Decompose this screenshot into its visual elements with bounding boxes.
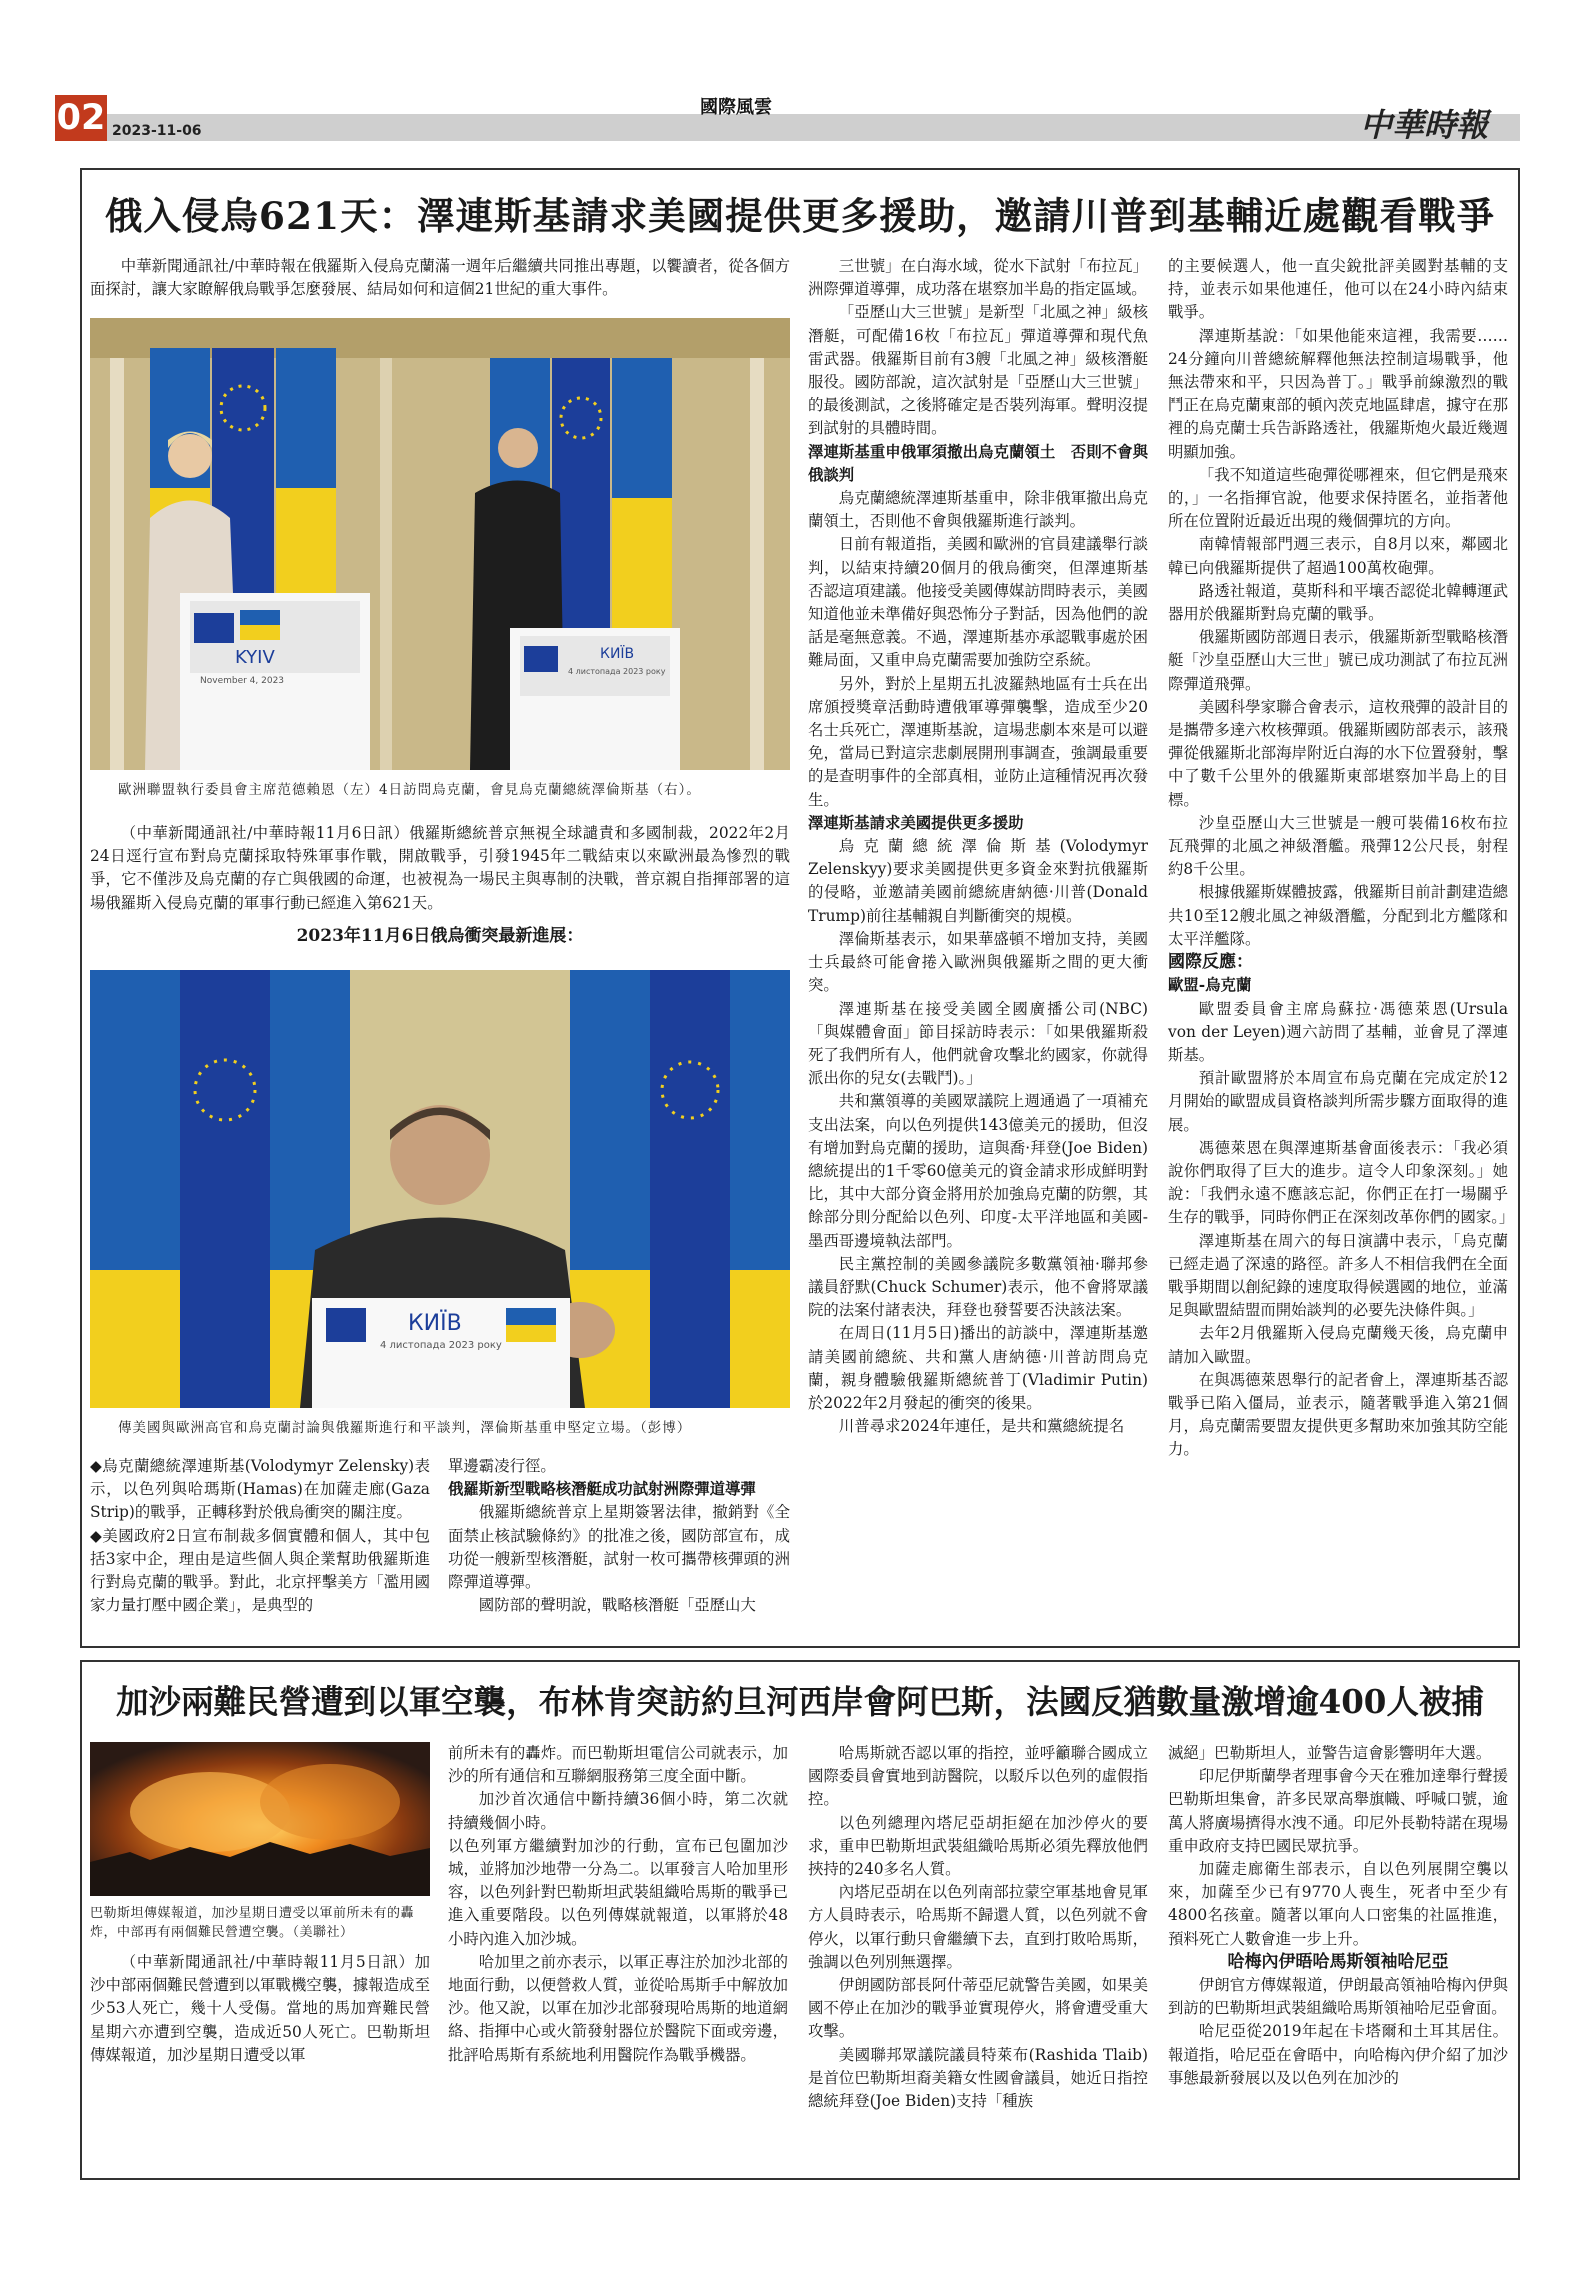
paragraph: （中華新聞通訊社/中華時報11月5日訊）加沙中部兩個難民營遭到以軍戰機空襲，據報造成至少53人死亡，幾十人受傷。當地的馬加齊難民營星期六亦遭到空襲，造成近50人死亡。巴勒斯坦傳媒報道，加沙星期日遭受以軍 (90, 1953, 430, 2064)
article-1-col-c (808, 255, 1148, 1438)
paragraph: 以色列軍方繼續對加沙的行動，宣布已包圍加沙城，並將加沙地帶一分為二。以軍發言人哈加里形容，以色列針對巴勒斯坦武裝組織哈馬斯的戰爭已進入重要階段。以色列傳媒就報道，以軍將於48小時內進入加沙城。 (448, 1836, 788, 1948)
paragraph: 歐盟委員會主席烏蘇拉·馮德萊恩(Ursula von der Leyen)週六訪問了基輔，並會見了澤連斯基。 (1168, 999, 1508, 1064)
paragraph: 俄羅斯總統普京上星期簽署法律，撤銷對《全面禁止核試驗條約》的批准之後，國防部宣布，成功從一艘新型核潛艇，試射一枚可攜帶核彈頭的洲際彈道導彈。 (448, 1503, 790, 1592)
photo-gaza-airstrike (90, 1742, 430, 1896)
photo-zelensky-speech (90, 970, 790, 1408)
issue-date: 2023-11-06 (112, 123, 202, 139)
paragraph: 「我不知道這些砲彈從哪裡來，但它們是飛來的，」一名指揮官說，他要求保持匿名，並指著他所在位置附近最近出現的幾個彈坑的方向。 (1168, 465, 1508, 531)
paragraph: 南韓情報部門週三表示，自8月以來，鄰國北韓已向俄羅斯提供了超過100萬枚砲彈。 (1168, 535, 1508, 577)
paragraph: 去年2月俄羅斯入侵烏克蘭幾天後，烏克蘭申請加入歐盟。 (1168, 1324, 1508, 1366)
paragraph: 馮德萊恩在與澤連斯基會面後表示：「我必須說你們取得了巨大的進步。這令人印象深刻。」她說：「我們永遠不應該忘記，你們正在打一場關乎生存的戰爭，同時你們正在深刻改革你們的國家。」 (1168, 1138, 1515, 1227)
podium-1-date: November 4, 2023 (200, 676, 285, 686)
paragraph: 沙皇亞歷山大三世號是一艘可裝備16枚布拉瓦飛彈的北風之神級潛艦。飛彈12公尺長，射程約8千公里。 (1168, 813, 1508, 879)
paragraph: 美國科學家聯合會表示，這枚飛彈的設計目的是攜帶多達六枚核彈頭。俄羅斯國防部表示，該飛彈從俄羅斯北部海岸附近白海的水下位置發射，擊中了數千公里外的俄羅斯東部堪察加半島上的目標。 (1168, 697, 1508, 809)
article-2-col-b (448, 1742, 788, 2067)
paragraph: 的主要候選人，他一直尖銳批評美國對基輔的支持，並表示如果他連任，他可以在24小時內結束戰爭。 (1168, 257, 1508, 322)
article-1-col-d (1168, 255, 1515, 1462)
header-bar (107, 114, 1520, 141)
paragraph: 國防部的聲明說，戰略核潛艇「亞歷山大 (478, 1596, 756, 1615)
subheading: 澤連斯基重申俄軍須撤出烏克蘭領土 否則不會與俄談判 (808, 442, 1148, 484)
lead-paragraph: （中華新聞通訊社/中華時報11月6日訊）俄羅斯總統普京無視全球譴責和多國制裁，2022年2月24日逕行宣布對烏克蘭採取特殊軍事作戰，開啟戰爭，引發1945年二戰結束以來歐洲最為慘烈的戰爭，它不僅涉及烏克蘭的存亡與俄國的命運，也被視為一場民主與專制的決戰，普京親自指揮部署的這場俄羅斯入侵烏克蘭的軍事行動已經進入第621天。 (90, 824, 790, 912)
paragraph: 路透社報道，莫斯科和平壤否認從北韓轉運武器用於俄羅斯對烏克蘭的戰爭。 (1168, 581, 1508, 624)
paragraph: 澤連斯基在周六的每日演講中表示，「烏克蘭已經走過了深遠的路徑。許多人不相信我們在全面戰爭期間以創紀錄的速度取得候選國的地位，並滿足與歐盟結盟而開始談判的必要先決條件與。」 (1168, 1231, 1508, 1320)
podium-3-label: КИЇВ (408, 1311, 462, 1336)
paragraph: 內塔尼亞胡在以色列南部拉蒙空軍基地會見軍方人員時表示，哈馬斯不歸還人質，以色列就不會停火，以軍行動只會繼續下去，直到打敗哈馬斯，強調以色列別無選擇。 (808, 1883, 1148, 1971)
paragraph: 哈加里之前亦表示，以軍正專注於加沙北部的地面行動，以便營救人質，並從哈馬斯手中解放加沙。他又說，以軍在加沙北部發現哈馬斯的地道網絡、指揮中心或火箭發射器位於醫院下面或旁邊，批評哈馬斯有系統地利用醫院作為戰爭機器。 (448, 1952, 788, 2064)
paragraph: 澤連斯基在接受美國全國廣播公司(NBC)「與媒體會面」節目採訪時表示：「如果俄羅斯殺死了我們所有人，他們就會攻擊北約國家，你就得派出你的兒女(去戰鬥)。」 (808, 999, 1148, 1088)
paragraph: 烏克蘭總統澤連斯基重申，除非俄軍撤出烏克蘭領土，否則他不會與俄羅斯進行談判。 (808, 489, 1148, 531)
bullet-paragraph: ◆烏克蘭總統澤連斯基(Volodymyr Zelensky)表示，以色列與哈瑪斯(Hamas)在加薩走廊(Gaza Strip)的戰爭，正轉移對於俄烏衝突的關注度。 (90, 1457, 430, 1522)
article-2-col-c (808, 1742, 1148, 2113)
subheading: 澤連斯基請求美國提供更多援助 (808, 813, 1024, 832)
paragraph: 滅絕」巴勒斯坦人，並警告這會影響明年大選。 (1168, 1744, 1492, 1762)
paragraph: 川普尋求2024年連任，是共和黨總統提名 (838, 1417, 1125, 1436)
article-2-col-d (1168, 1742, 1508, 2090)
photo-2-illustration (90, 970, 790, 1408)
podium-2-date: 4 листопада 2023 року (568, 667, 666, 676)
subheading: 歐盟-烏克蘭 (1168, 976, 1252, 995)
photo-2-caption: 傳美國與歐洲高官和烏克蘭討論與俄羅斯進行和平談判，澤倫斯基重申堅定立場。（彭博） (118, 1420, 692, 1436)
paragraph: 伊朗官方傳媒報道，伊朗最高領袖哈梅內伊與到訪的巴勒斯坦武裝組織哈馬斯領袖哈尼亞會面。 (1168, 1976, 1508, 2018)
article-1-col-a (90, 1455, 430, 1617)
paragraph: 加薩走廊衛生部表示，自以色列展開空襲以來，加薩至少已有9770人喪生，死者中至少有4800名孩童。隨著以軍向人口密集的社區推進，預料死亡人數會進一步上升。 (1168, 1860, 1508, 1948)
page-number: 02 (55, 95, 107, 141)
paragraph: 共和黨領導的美國眾議院上週通過了一項補充支出法案，向以色列提供143億美元的援助，但沒有增加對烏克蘭的援助，這與喬·拜登(Joe Biden)總統提出的1千零60億美元的資金請求形成鮮明對比，其中大部分資金將用於加強烏克蘭的防禦，其餘部分則分配給以色列、印度-太平洋地區和美國-墨西哥邊境執法部門。 (808, 1092, 1148, 1250)
photo-1-illustration (90, 318, 790, 770)
paragraph: 澤連斯基說：「如果他能來這裡，我需要……24分鐘向川普總統解釋他無法控制這場戰爭，他無法帶來和平，只因為普丁。」戰爭前線激烈的戰鬥正在烏克蘭東部的頓內茨克地區肆虐，據守在那裡的烏克蘭士兵告訴路透社，俄羅斯炮火最近幾週明顯加強。 (1168, 326, 1508, 461)
article-1-col-b (448, 1455, 790, 1617)
subheading: 俄羅斯新型戰略核潛艇成功試射洲際彈道導彈 (448, 1480, 756, 1499)
podium-2-label: КИЇВ (600, 646, 635, 662)
photo-1-caption: 歐洲聯盟執行委員會主席范德賴恩（左）4日訪問烏克蘭，會見烏克蘭總統澤倫斯基（右）。 (118, 782, 701, 798)
paragraph: 預計歐盟將於本周宣布烏克蘭在完成定於12月開始的歐盟成員資格談判所需步驟方面取得的進展。 (1168, 1069, 1508, 1134)
section-title: 國際風雲 (700, 97, 772, 118)
paragraph: 俄羅斯國防部週日表示，俄羅斯新型戰略核潛艇「沙皇亞歷山大三世」號已成功測試了布拉瓦洲際彈道飛彈。 (1168, 628, 1508, 693)
paragraph: 在與馮德萊恩舉行的記者會上，澤連斯基否認戰爭已陷入僵局，並表示，隨著戰爭進入第21個月，烏克蘭需要盟友提供更多幫助來加強其防空能力。 (1168, 1370, 1508, 1459)
podium-3-date: 4 листопада 2023 року (380, 1340, 502, 1351)
article-2-col-a (90, 1951, 430, 2067)
paragraph: 澤倫斯基表示，如果華盛頓不增加支持，美國士兵最終可能會捲入歐洲與俄羅斯之間的更大衝突。 (808, 929, 1148, 995)
photo-3-illustration (90, 1742, 430, 1896)
latest-progress-heading: 2023年11月6日俄烏衝突最新進展： (296, 926, 584, 946)
paragraph: 印尼伊斯蘭學者理事會今天在雅加達舉行聲援巴勒斯坦集會，許多民眾高舉旗幟、呼喊口號，逾萬人將廣場擠得水洩不通。印尼外長勒特諾在現場重申政府支持巴國民眾抗爭。 (1168, 1767, 1508, 1855)
paragraph: 單邊霸凌行徑。 (448, 1457, 556, 1475)
bullet-paragraph: ◆美國政府2日宣布制裁多個實體和個人，其中包括3家中企，理由是這些個人與企業幫助俄羅斯進行對烏克蘭的戰爭。對此，北京抨擊美方「濫用國家力量打壓中國企業」，是典型的 (90, 1526, 430, 1615)
article-2-title: 加沙兩難民營遭到以軍空襲，布林肯突訪約旦河西岸會阿巴斯，法國反猶數量激增逾400人被捕 (116, 1682, 1484, 1721)
paragraph: 伊朗國防部長阿什蒂亞尼就警告美國，如果美國不停止在加沙的戰爭並實現停火，將會遭受重大攻擊。 (808, 1976, 1148, 2041)
subheading: 國際反應： (1168, 952, 1253, 973)
paragraph: 「亞歷山大三世號」是新型「北風之神」級核潛艇，可配備16枚「布拉瓦」彈道導彈和現代魚雷武器。俄羅斯目前有3艘「北風之神」級核潛艇服役。國防部說，這次試射是「亞歷山大三世號」的最後測試，之後將確定是否裝列海軍。聲明沒提到試射的具體時間。 (808, 303, 1148, 438)
paragraph: 三世號」在白海水域，從水下試射「布拉瓦」洲際彈道導彈，成功落在堪察加半島的指定區域。 (808, 257, 1148, 299)
paragraph: 民主黨控制的美國參議院多數黨領袖·聯邦參議員舒默(Chuck Schumer)表示，他不會將眾議院的法案付諸表決，拜登也發誓要否決該法案。 (808, 1254, 1148, 1320)
podium-1-label: KYIV (235, 647, 275, 668)
article-1-lead (90, 822, 790, 915)
article-1-subhead (90, 925, 790, 948)
article-1-intro (90, 255, 790, 301)
intro-paragraph: 中華新聞通訊社/中華時報在俄羅斯入侵烏克蘭滿一週年后繼續共同推出專題，以饗讀者，從各個方面探討，讓大家瞭解俄烏戰爭怎麼發展、結局如何和這個21世紀的重大事件。 (90, 257, 790, 299)
paragraph: 前所未有的轟炸。而巴勒斯坦電信公司就表示，加沙的所有通信和互聯網服務第三度全面中斷。 (448, 1744, 788, 1786)
paragraph: 加沙首次通信中斷持續36個小時，第二次就持續幾個小時。 (448, 1790, 788, 1832)
paragraph: 哈尼亞從2019年起在卡塔爾和土耳其居住。報道指，哈尼亞在會晤中，向哈梅內伊介紹了加沙事態最新發展以及以色列在加沙的 (1168, 2022, 1508, 2087)
subheading: 哈梅內伊晤哈馬斯領袖哈尼亞 (1227, 1951, 1449, 1972)
paragraph: 根據俄羅斯媒體披露，俄羅斯目前計劃建造總共10至12艘北風之神級潛艦，分配到北方艦隊和太平洋艦隊。 (1168, 883, 1508, 948)
photo-von-der-leyen-zelensky (90, 318, 790, 770)
paragraph: 日前有報道指，美國和歐洲的官員建議舉行談判，以結束持續20個月的俄烏衝突，但澤連斯基否認這項建議。他接受美國傳媒訪問時表示，美國知道他並未準備好與恐怖分子對話，因為他們的說話是毫無意義。不過，澤連斯基亦承認戰事處於困難局面，又重申烏克蘭需要加強防空系統。 (808, 535, 1148, 670)
article-1-title: 俄入侵烏621天：澤連斯基請求美國提供更多援助，邀請川普到基輔近處觀看戰爭 (104, 194, 1496, 238)
paragraph: 另外，對於上星期五扎波羅熱地區有士兵在出席頒授獎章活動時遭俄軍導彈襲擊，造成至少20名士兵死亡，澤連斯基說，這場悲劇本來是可以避免，當局已對這宗悲劇展開刑事調查，強調最重要的是查明事件的全部真相，並防止這種情況再次發生。 (808, 674, 1148, 809)
paragraph: 哈馬斯就否認以軍的指控，並呼籲聯合國成立國際委員會實地到訪醫院，以駁斥以色列的虛假指控。 (808, 1744, 1148, 1809)
paragraph: 在周日(11月5日)播出的訪談中，澤連斯基邀請美國前總統、共和黨人唐納德·川普訪問烏克蘭，親身體驗俄羅斯總統普丁(Vladimir Putin)於2022年2月發起的衝突的後果。 (808, 1324, 1148, 1412)
newspaper-logo: 中華時報 (1360, 106, 1489, 144)
paragraph: 美國聯邦眾議院議員特萊布(Rashida Tlaib)是首位巴勒斯坦裔美籍女性國會議員，她近日指控總統拜登(Joe Biden)支持「種族 (808, 2045, 1148, 2111)
paragraph: 烏克蘭總統澤倫斯基(Volodymyr Zelenskyy)要求美國提供更多資金來對抗俄羅斯的侵略，並邀請美國前總統唐納德·川普(Donald Trump)前往基輔親自判斷衝突的規模。 (808, 837, 1148, 925)
photo-3-caption: 巴勒斯坦傳媒報道，加沙星期日遭受以軍前所未有的轟炸，中部再有兩個難民營遭空襲。（美聯社） (90, 1906, 415, 1940)
paragraph: 以色列總理內塔尼亞胡拒絕在加沙停火的要求，重申巴勒斯坦武裝組織哈馬斯必須先釋放他們挾持的240多名人質。 (808, 1813, 1148, 1879)
